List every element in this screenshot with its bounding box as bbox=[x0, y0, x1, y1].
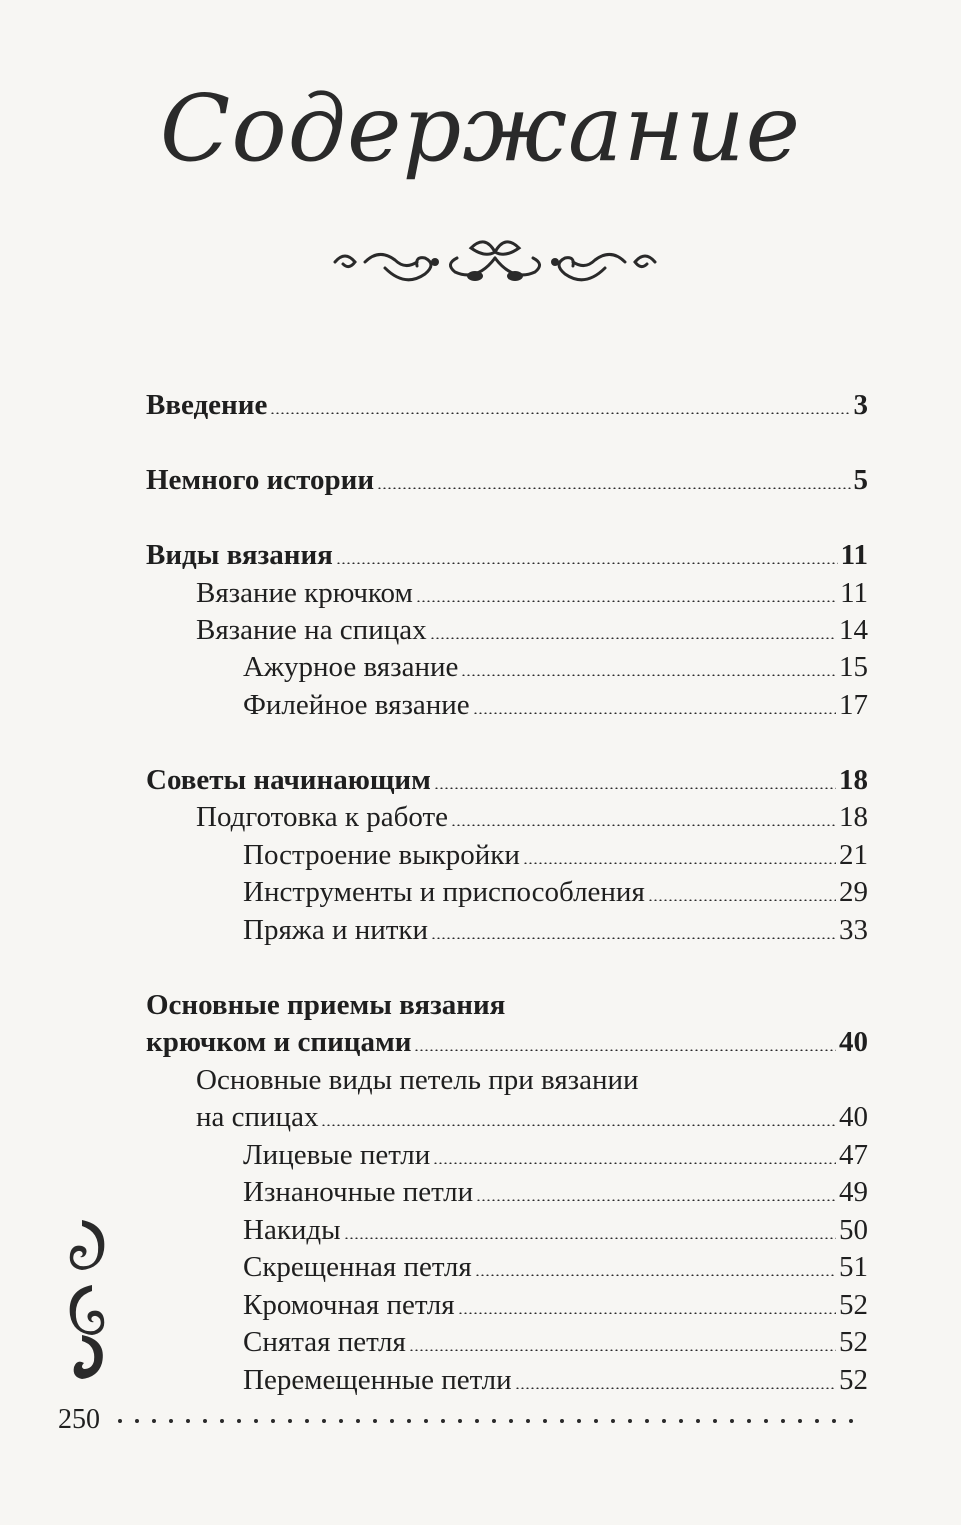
page-number: 250 bbox=[58, 1404, 100, 1435]
toc-entry-title: Накиды bbox=[243, 1214, 341, 1246]
toc-leader-dots bbox=[414, 1049, 836, 1051]
toc-entry bbox=[146, 763, 868, 799]
toc-entry bbox=[146, 1025, 868, 1061]
toc-leader-dots bbox=[451, 824, 836, 826]
toc-leader-dots bbox=[475, 1274, 836, 1276]
toc-leader-dots bbox=[270, 412, 850, 414]
toc-entry-page: 14 bbox=[839, 614, 868, 646]
toc-entry-page: 18 bbox=[839, 801, 868, 833]
toc-leader-dots bbox=[430, 637, 836, 639]
toc-entry-page: 49 bbox=[839, 1176, 868, 1208]
toc-entry bbox=[146, 1175, 868, 1211]
toc-entry-title: Вязание на спицах bbox=[196, 614, 427, 646]
toc-leader-dots bbox=[458, 1312, 836, 1314]
toc-entry-title: Скрещенная петля bbox=[243, 1251, 472, 1283]
flourish-ornament-icon bbox=[325, 232, 665, 302]
toc-leader-dots bbox=[434, 787, 836, 789]
page-title: Содержание bbox=[159, 75, 802, 182]
toc-entry-page: 5 bbox=[853, 464, 868, 496]
toc-entry-page: 52 bbox=[839, 1289, 868, 1321]
toc-entry-page: 51 bbox=[839, 1251, 868, 1283]
toc-entry bbox=[146, 800, 868, 836]
toc-entry-title: Построение выкройки bbox=[243, 839, 520, 871]
toc-entry-title: Изнаночные петли bbox=[243, 1176, 474, 1208]
toc-entry-title: на спицах bbox=[196, 1101, 319, 1133]
toc-entry-page: 3 bbox=[853, 389, 868, 421]
toc-entry-page: 40 bbox=[839, 1026, 868, 1058]
toc-leader-dots bbox=[433, 1162, 836, 1164]
side-scroll-ornament-icon bbox=[52, 1215, 122, 1385]
toc-leader-dots bbox=[515, 1387, 836, 1389]
toc-entry bbox=[146, 1363, 868, 1399]
toc-entry bbox=[146, 1138, 868, 1174]
toc-entry-page: 52 bbox=[839, 1364, 868, 1396]
toc-entry bbox=[146, 1213, 868, 1249]
toc-entry bbox=[146, 1288, 868, 1324]
toc-leader-dots bbox=[523, 862, 836, 864]
toc-leader-dots bbox=[473, 712, 836, 714]
toc-leader-dots bbox=[344, 1237, 836, 1239]
toc-entry-title: Немного истории bbox=[146, 464, 375, 496]
toc-entry-page: 18 bbox=[839, 764, 868, 796]
toc-entry-page: 17 bbox=[839, 689, 868, 721]
toc-leader-dots bbox=[476, 1199, 836, 1201]
toc-entry-page: 50 bbox=[839, 1214, 868, 1246]
toc-leader-dots bbox=[461, 674, 836, 676]
toc-leader-dots bbox=[648, 899, 836, 901]
toc-entry bbox=[146, 463, 868, 499]
toc-entry-title: Советы начинающим bbox=[146, 764, 431, 796]
toc-entry bbox=[146, 1100, 868, 1136]
toc-entry-title: Введение bbox=[146, 389, 268, 421]
toc-entry-page: 15 bbox=[839, 651, 868, 683]
toc-entry-title: Вязание крючком bbox=[196, 577, 413, 609]
toc-entry-title: Основные приемы вязания bbox=[146, 989, 506, 1021]
toc-entry-title: Снятая петля bbox=[243, 1326, 406, 1358]
toc-leader-dots bbox=[409, 1349, 836, 1351]
toc-entry-title: Филейное вязание bbox=[243, 689, 470, 721]
toc-leader-dots bbox=[336, 562, 838, 564]
toc-entry-page: 11 bbox=[840, 539, 868, 571]
toc-leader-dots bbox=[377, 487, 850, 489]
footer-dotted-rule bbox=[118, 1418, 868, 1424]
toc-entry bbox=[146, 1063, 868, 1099]
toc-entry-title: Перемещенные петли bbox=[243, 1364, 512, 1396]
toc-entry-title: Виды вязания bbox=[146, 539, 333, 571]
toc-entry-title: Ажурное вязание bbox=[243, 651, 459, 683]
toc-entry-page: 21 bbox=[839, 839, 868, 871]
toc-leader-dots bbox=[431, 937, 836, 939]
toc-entry bbox=[146, 538, 868, 574]
toc-entry-page: 40 bbox=[839, 1101, 868, 1133]
toc-entry-page: 52 bbox=[839, 1326, 868, 1358]
toc-entry bbox=[146, 650, 868, 686]
toc-entry bbox=[146, 1325, 868, 1361]
toc-entry-title: Кромочная петля bbox=[243, 1289, 455, 1321]
toc-entry-title: крючком и спицами bbox=[146, 1026, 412, 1058]
toc-leader-dots bbox=[321, 1124, 836, 1126]
toc-entry bbox=[146, 613, 868, 649]
toc-entry bbox=[146, 688, 868, 724]
toc-entry bbox=[146, 576, 868, 612]
toc-entry-title: Основные виды петель при вязании bbox=[196, 1064, 639, 1096]
toc-entry bbox=[146, 388, 868, 424]
toc-entry bbox=[146, 875, 868, 911]
toc-entry bbox=[146, 913, 868, 949]
toc-entry-page: 29 bbox=[839, 876, 868, 908]
toc-leader-dots bbox=[416, 600, 837, 602]
toc-entry-title: Подготовка к работе bbox=[196, 801, 449, 833]
toc-entry-page: 11 bbox=[840, 577, 868, 609]
toc-entry bbox=[146, 1250, 868, 1286]
toc-entry-page: 33 bbox=[839, 914, 868, 946]
toc-entry bbox=[146, 838, 868, 874]
toc-entry-title: Инструменты и приспособления bbox=[243, 876, 645, 908]
toc-entry-title: Лицевые петли bbox=[243, 1139, 431, 1171]
toc-entry-page: 47 bbox=[839, 1139, 868, 1171]
toc-entry-title: Пряжа и нитки bbox=[243, 914, 429, 946]
toc-entry bbox=[146, 988, 868, 1024]
